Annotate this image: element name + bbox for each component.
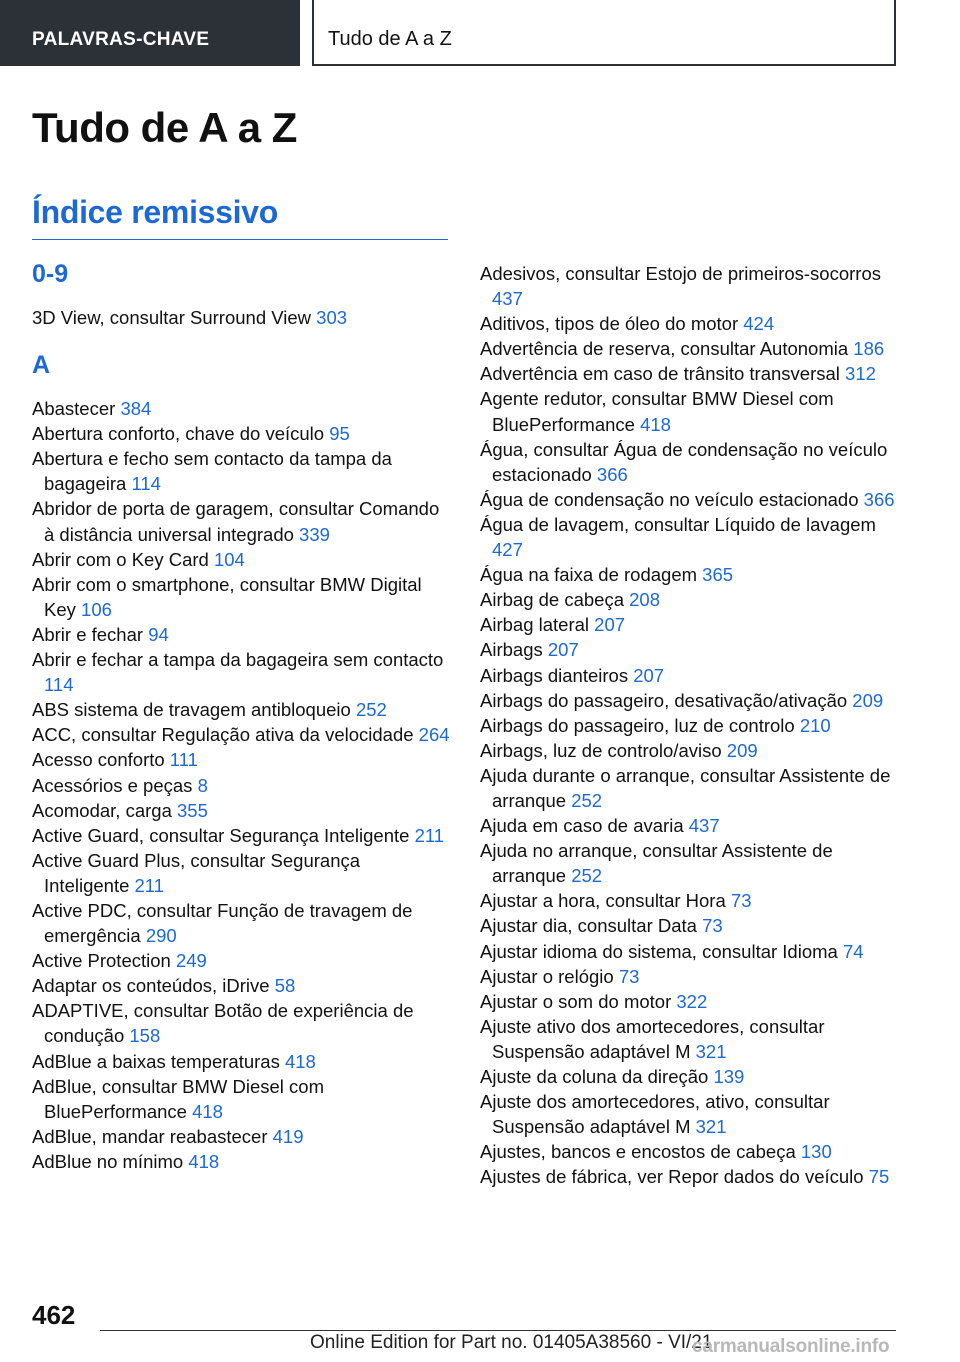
index-entry bbox=[32, 998, 450, 1048]
page-link[interactable]: 114 bbox=[131, 473, 161, 495]
index-entry bbox=[480, 311, 898, 336]
entry-text: Ajustar dia, consultar Data bbox=[480, 915, 697, 937]
index-entry bbox=[480, 738, 898, 763]
index-entry bbox=[32, 1149, 450, 1174]
entry-text: ABS sistema de travagem antibloqueio bbox=[32, 699, 351, 721]
page-link[interactable]: 210 bbox=[799, 714, 831, 736]
page-link[interactable]: 321 bbox=[695, 1116, 727, 1138]
index-entry bbox=[480, 1089, 898, 1139]
page-link[interactable]: 252 bbox=[355, 699, 387, 721]
watermark: carmanualsonline.info bbox=[692, 1336, 890, 1357]
section-heading: A bbox=[32, 351, 51, 380]
entry-text: Agente redutor, consultar BMW Diesel com BluePerformance bbox=[480, 388, 834, 435]
index-column-left bbox=[32, 257, 450, 1174]
entry-text: Abastecer bbox=[32, 398, 116, 420]
entry-text: Água, consultar Água de condensação no veículo estacionado bbox=[480, 438, 888, 485]
page-link[interactable]: 249 bbox=[175, 950, 207, 972]
entry-text: AdBlue, consultar BMW Diesel com BluePerformance bbox=[32, 1075, 324, 1122]
index-entry bbox=[480, 888, 898, 913]
subtitle-divider bbox=[32, 239, 448, 240]
page-link[interactable]: 139 bbox=[713, 1066, 745, 1087]
index-entry bbox=[480, 838, 898, 888]
page-link[interactable]: 355 bbox=[177, 799, 208, 821]
page-link[interactable]: 418 bbox=[640, 413, 671, 435]
page-link[interactable]: 366 bbox=[863, 488, 895, 510]
entry-text: Ajustes, bancos e encostos de cabeça bbox=[480, 1141, 796, 1163]
index-entry bbox=[32, 647, 450, 697]
index-entry bbox=[480, 813, 898, 838]
index-entry bbox=[480, 989, 898, 1014]
index-entry bbox=[32, 948, 450, 973]
index-entry bbox=[32, 848, 450, 898]
entry-text: Acomodar, carga bbox=[32, 799, 172, 821]
entry-text: Ajustar o relógio bbox=[480, 965, 614, 987]
index-entry bbox=[32, 547, 450, 572]
page-link[interactable]: 419 bbox=[272, 1125, 304, 1147]
page-link[interactable]: 207 bbox=[547, 639, 579, 661]
entry-text: AdBlue, mandar reabastecer bbox=[32, 1125, 268, 1147]
page-link[interactable]: 73 bbox=[730, 890, 752, 912]
page-link[interactable]: 211 bbox=[414, 824, 445, 846]
entry-text: AdBlue a baixas temperaturas bbox=[32, 1050, 280, 1072]
index-entry bbox=[32, 572, 450, 622]
page-title: Tudo de A a Z bbox=[32, 104, 297, 151]
entry-text: ACC, consultar Regulação ativa da velocidade bbox=[32, 724, 414, 746]
entry-text: AdBlue no mínimo bbox=[32, 1150, 184, 1172]
index-entry bbox=[480, 1064, 898, 1089]
index-entry bbox=[32, 773, 450, 798]
entry-text: Active Guard Plus, consultar Segurança Inteligente bbox=[32, 849, 361, 896]
index-entry bbox=[480, 713, 898, 738]
page-link[interactable]: 208 bbox=[629, 589, 661, 611]
entry-text: Água na faixa de rodagem bbox=[480, 564, 698, 586]
entry-text: 3D View, consultar Surround View bbox=[32, 307, 312, 328]
entry-text: Advertência em caso de trânsito transversal bbox=[480, 363, 840, 385]
entry-text: Ajustar idioma do sistema, consultar Idioma bbox=[480, 940, 838, 962]
page-link[interactable]: 418 bbox=[188, 1150, 220, 1172]
index-entry bbox=[32, 1074, 450, 1124]
page-link[interactable]: 186 bbox=[853, 338, 885, 360]
index-entry bbox=[32, 747, 450, 772]
index-entry bbox=[480, 763, 898, 813]
page-link[interactable]: 95 bbox=[329, 423, 350, 445]
page-link[interactable]: 94 bbox=[148, 623, 169, 645]
entry-text: Abrir e fechar a tampa da bagageira sem contacto bbox=[32, 649, 444, 671]
index-entry bbox=[480, 1014, 898, 1064]
entry-text: Ajuda no arranque, consultar Assistente de arranque bbox=[480, 840, 833, 887]
page-link[interactable]: 252 bbox=[571, 789, 603, 811]
index-entry bbox=[480, 587, 898, 612]
entry-text: Airbags dianteiros bbox=[480, 664, 629, 686]
page-link[interactable]: 211 bbox=[134, 874, 165, 896]
page-link[interactable]: 427 bbox=[492, 539, 523, 561]
entry-text: Acesso conforto bbox=[32, 749, 165, 771]
section-heading: 0-9 bbox=[32, 260, 69, 288]
page-link[interactable]: 106 bbox=[81, 598, 112, 620]
page-link[interactable]: 8 bbox=[197, 774, 208, 796]
index-entry bbox=[32, 305, 450, 330]
index-entry bbox=[480, 913, 898, 938]
entry-text: Active PDC, consultar Função de travagem de emergência bbox=[32, 899, 413, 947]
index-entry bbox=[32, 823, 450, 848]
page-link[interactable]: 252 bbox=[571, 865, 603, 887]
page-link[interactable]: 207 bbox=[594, 614, 626, 636]
page-link[interactable]: 424 bbox=[743, 313, 775, 335]
index-entry bbox=[32, 898, 450, 948]
entry-text: Airbag de cabeça bbox=[480, 589, 624, 611]
entry-text: Ajuda durante o arranque, consultar Assistente de arranque bbox=[480, 764, 891, 811]
page-link[interactable]: 207 bbox=[633, 664, 665, 686]
index-entry bbox=[480, 336, 898, 361]
index-entry bbox=[32, 396, 450, 421]
index-entry bbox=[480, 1164, 898, 1189]
entry-text: Airbag lateral bbox=[480, 614, 590, 636]
page-link[interactable]: 437 bbox=[492, 288, 523, 310]
page-link[interactable]: 209 bbox=[852, 689, 884, 711]
page-link[interactable]: 303 bbox=[316, 307, 348, 328]
section-tab: PALAVRAS-CHAVE bbox=[0, 0, 300, 66]
page-link[interactable]: 264 bbox=[418, 724, 450, 746]
index-entry bbox=[480, 688, 898, 713]
chapter-tab: Tudo de A a Z bbox=[312, 0, 896, 66]
page-number: 462 bbox=[32, 1300, 76, 1330]
page-link[interactable]: 73 bbox=[618, 965, 640, 987]
index-entry bbox=[32, 446, 450, 496]
index-entry bbox=[480, 386, 898, 436]
page-link[interactable]: 321 bbox=[695, 1040, 727, 1062]
page-link[interactable]: 114 bbox=[44, 674, 74, 696]
index-entry bbox=[480, 939, 898, 964]
index-entry bbox=[32, 1124, 450, 1149]
entry-text: Airbags bbox=[480, 639, 543, 661]
footer-divider bbox=[100, 1330, 896, 1331]
index-column-right bbox=[480, 261, 898, 1189]
index-entry bbox=[32, 973, 450, 998]
page-link[interactable]: 418 bbox=[284, 1050, 316, 1072]
entry-text: Active Guard, consultar Segurança Inteligente bbox=[32, 824, 410, 846]
index-subtitle: Índice remissivo bbox=[32, 194, 278, 230]
index-entry bbox=[32, 622, 450, 647]
entry-text: Adesivos, consultar Estojo de primeiros-socorros bbox=[480, 263, 881, 284]
page-link[interactable]: 384 bbox=[120, 398, 152, 420]
page-link[interactable]: 130 bbox=[800, 1141, 832, 1163]
entry-text: Adaptar os conteúdos, iDrive bbox=[32, 975, 270, 997]
page-link[interactable]: 312 bbox=[845, 363, 876, 385]
entry-text: Ajuste da coluna da direção bbox=[480, 1066, 709, 1087]
entry-text: Acessórios e peças bbox=[32, 774, 193, 796]
entry-text: Ajustar a hora, consultar Hora bbox=[480, 890, 726, 912]
page-link[interactable]: 158 bbox=[129, 1025, 161, 1047]
index-entry bbox=[480, 361, 898, 386]
page-link[interactable]: 58 bbox=[274, 975, 296, 997]
index-entry bbox=[480, 487, 898, 512]
index-entry bbox=[480, 437, 898, 487]
index-entry bbox=[32, 1049, 450, 1074]
entry-text: Abrir com o Key Card bbox=[32, 548, 209, 570]
page-link[interactable]: 437 bbox=[688, 815, 720, 837]
entry-text: Ajustes de fábrica, ver Repor dados do veículo bbox=[480, 1166, 864, 1188]
entry-text: Abertura e fecho sem contacto da tampa da bagageira bbox=[32, 448, 392, 495]
entry-text: ADAPTIVE, consultar Botão de experiência de condução bbox=[32, 1000, 414, 1047]
entry-text: Active Protection bbox=[32, 950, 171, 972]
entry-text: Ajuda em caso de avaria bbox=[480, 815, 684, 837]
entry-text: Ajuste dos amortecedores, ativo, consultar Suspensão adaptável M bbox=[480, 1091, 830, 1138]
entry-text: Abridor de porta de garagem, consultar Comando à distância universal integrado bbox=[32, 498, 440, 545]
page-link[interactable]: 290 bbox=[145, 925, 177, 947]
entry-text: Água de condensação no veículo estacionado bbox=[480, 488, 859, 510]
edition-note: Online Edition for Part no. 01405A38560 - VI/21 bbox=[310, 1332, 713, 1353]
entry-text: Ajustar o som do motor bbox=[480, 990, 672, 1012]
index-entry bbox=[480, 612, 898, 637]
entry-text: Aditivos, tipos de óleo do motor bbox=[480, 313, 739, 335]
index-entry bbox=[480, 637, 898, 662]
index-entry bbox=[480, 512, 898, 562]
index-entry bbox=[32, 496, 450, 546]
page-link[interactable]: 365 bbox=[702, 564, 734, 586]
index-entry bbox=[32, 722, 450, 747]
index-entry bbox=[480, 562, 898, 587]
page-header bbox=[0, 0, 960, 66]
entry-text: Airbags, luz de controlo/aviso bbox=[480, 739, 722, 761]
entry-text: Airbags do passageiro, luz de controlo bbox=[480, 714, 795, 736]
entry-text: Airbags do passageiro, desativação/ativação bbox=[480, 689, 848, 711]
page-link[interactable]: 104 bbox=[213, 548, 245, 570]
index-entry bbox=[480, 663, 898, 688]
page-link[interactable]: 111 bbox=[169, 749, 198, 771]
page-link[interactable]: 73 bbox=[702, 915, 723, 937]
index-entry bbox=[32, 798, 450, 823]
entry-text: Água de lavagem, consultar Líquido de lavagem bbox=[480, 513, 876, 535]
entry-text: Advertência de reserva, consultar Autonomia bbox=[480, 338, 849, 360]
page-link[interactable]: 322 bbox=[676, 990, 708, 1012]
index-entry bbox=[480, 964, 898, 989]
index-entry bbox=[32, 697, 450, 722]
entry-text: Abrir com o smartphone, consultar BMW Digital Key bbox=[32, 573, 422, 620]
entry-text: Ajuste ativo dos amortecedores, consultar Suspensão adaptável M bbox=[480, 1015, 825, 1062]
page-link[interactable]: 366 bbox=[596, 463, 628, 485]
page-link[interactable]: 209 bbox=[726, 739, 758, 761]
page-link[interactable]: 339 bbox=[299, 523, 330, 545]
page-link[interactable]: 75 bbox=[868, 1166, 890, 1188]
page-link[interactable]: 74 bbox=[842, 940, 864, 962]
page-link[interactable]: 418 bbox=[192, 1100, 223, 1122]
entry-text: Abertura conforto, chave do veículo bbox=[32, 423, 325, 445]
entry-text: Abrir e fechar bbox=[32, 623, 144, 645]
index-entry bbox=[480, 1139, 898, 1164]
index-entry bbox=[32, 421, 450, 446]
index-entry bbox=[480, 261, 898, 311]
